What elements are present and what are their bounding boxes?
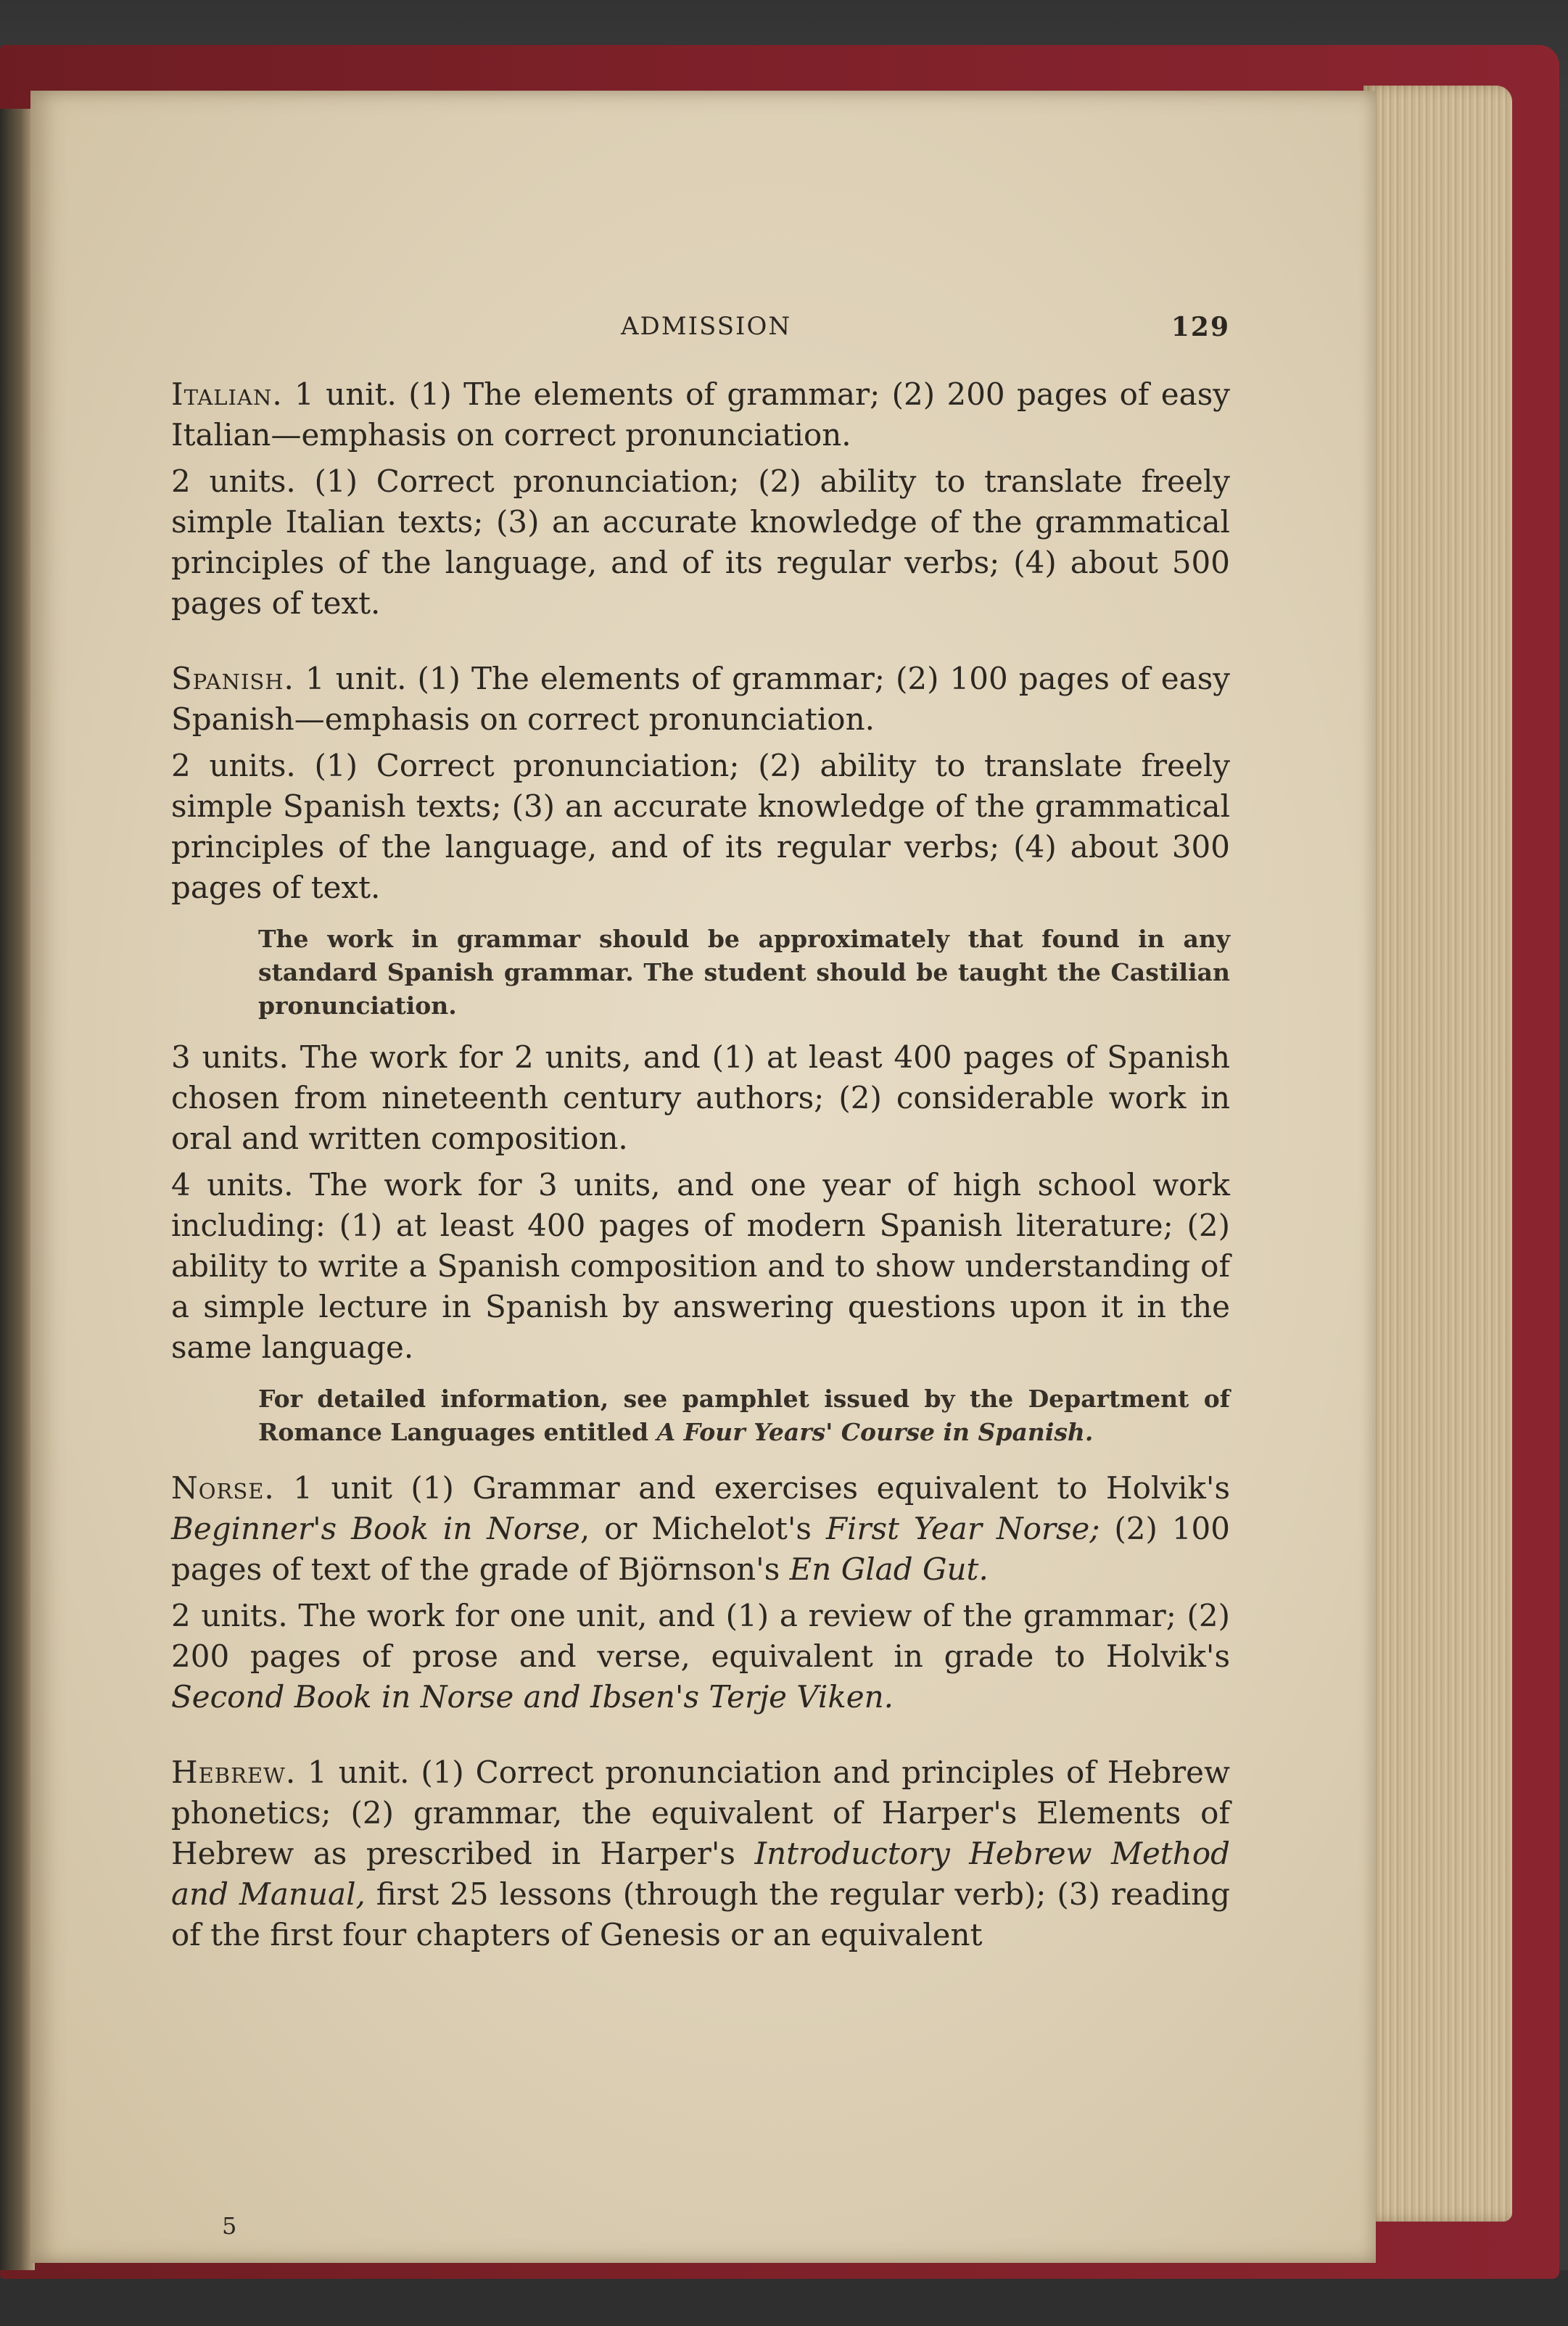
norse-book-title-3: En Glad Gut. — [789, 1551, 989, 1587]
italian-paragraph-2: 2 units. (1) Correct pronunciation; (2) ability to translate freely simple Italian texts; (3) an accurate knowledge of the grammatical principles of the language, and of its regular verbs; (4) about 500 pages of text. — [171, 463, 1230, 621]
spanish-paragraph-2: 2 units. (1) Correct pronunciation; (2) ability to translate freely simple Spanish texts; (3) an accurate knowledge of the grammatical principles of the language, and of its regular verbs; (4) about 300 pages of text. — [171, 748, 1230, 905]
norse-book-title-2: First Year Norse; — [825, 1511, 1100, 1546]
norse-text-2a: 2 units. The work for one unit, and (1) a review of the grammar; (2) 200 pages of prose and verse, equivalent in grade to Holvik's — [171, 1598, 1230, 1674]
norse-text-c: , or Michelot's — [579, 1511, 826, 1546]
entry-italian — [171, 374, 1230, 624]
norse-book-title-1: Beginner's Book in Norse — [171, 1511, 580, 1546]
hebrew-text-c: first 25 lessons (through the regular verb); (3) reading of the first four chapters of Genesis or an equivalent — [171, 1876, 1230, 1952]
spanish-text-1: 1 unit. (1) The elements of grammar; (2) 100 pages of easy Spanish—emphasis on correct pronunciation. — [171, 661, 1230, 737]
page-number: 129 — [1171, 312, 1230, 342]
spanish-note-grammar: The work in grammar should be approximately that found in any standard Spanish grammar. The student should be taught the Castilian pronunciation. — [258, 925, 1230, 1020]
signature-mark: 5 — [222, 2212, 237, 2240]
page-content — [171, 296, 1230, 1955]
italian-paragraph-1 — [171, 374, 1230, 455]
norse-text-a: 1 unit (1) Grammar and exercises equivalent to Holvik's — [274, 1470, 1230, 1506]
spanish-label: Spanish. — [171, 661, 294, 696]
entry-hebrew — [171, 1752, 1230, 1955]
norse-paragraph-2 — [171, 1596, 1230, 1717]
spanish-note-pamphlet-title: A Four Years' Course in Spanish. — [656, 1418, 1094, 1446]
hebrew-book-title: Introductory Hebrew Method and Manual, — [171, 1836, 1230, 1912]
italian-text-1: 1 unit. (1) The elements of grammar; (2) 200 pages of easy Italian—emphasis on correct pronunciation. — [171, 376, 1230, 453]
spanish-note-pamphlet — [171, 1382, 1230, 1449]
running-head — [171, 296, 1230, 342]
norse-paragraph-1 — [171, 1468, 1230, 1590]
norse-book-title-4: Second Book in Norse and Ibsen's Terje Viken. — [171, 1679, 894, 1715]
spanish-paragraph-3: 3 units. The work for 2 units, and (1) at least 400 pages of Spanish chosen from nineteenth century authors; (2) considerable work in oral and written composition. — [171, 1039, 1230, 1156]
hebrew-paragraph-1 — [171, 1752, 1230, 1955]
page-edges — [1363, 86, 1512, 2222]
entry-norse — [171, 1468, 1230, 1717]
running-head-title: ADMISSION — [621, 312, 792, 341]
spanish-note-pamphlet-text: For detailed information, see pamphlet issued by the Department of Romance Languages entitled — [258, 1385, 1230, 1446]
spanish-paragraph-1 — [171, 659, 1230, 740]
norse-label: Norse. — [171, 1470, 275, 1506]
norse-text-e: (2) 100 pages of text of the grade of Björnson's — [171, 1511, 1230, 1587]
hebrew-text-a: 1 unit. (1) Correct pronunciation and principles of Hebrew phonetics; (2) grammar, the equivalent of Harper's Elements of Hebrew as prescribed in Harper's — [171, 1754, 1230, 1871]
italian-label: Italian. — [171, 376, 283, 412]
hebrew-label: Hebrew. — [171, 1754, 297, 1790]
gutter-edge — [0, 109, 35, 2270]
spanish-paragraph-4: 4 units. The work for 3 units, and one year of high school work including: (1) at least 400 pages of modern Spanish literature; (2) ability to write a Spanish composition and to show understanding of a simple lecture in Spanish by answering questions upon it in the same language. — [171, 1167, 1230, 1365]
entry-spanish — [171, 659, 1230, 1449]
